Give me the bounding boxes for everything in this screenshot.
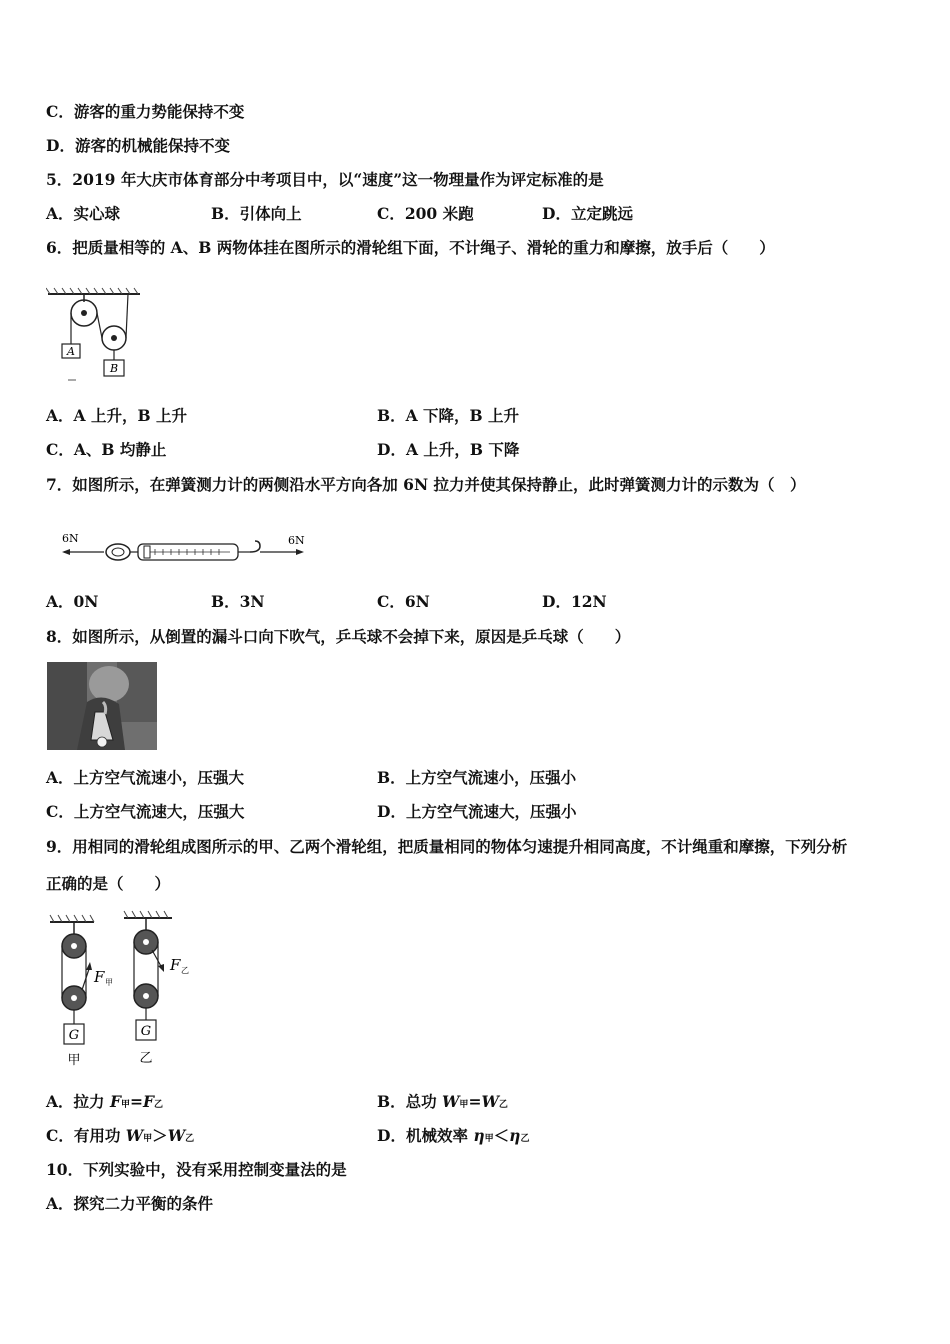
q9-option-a-sub2: 乙 — [153, 1100, 163, 1110]
q9-pulley-figure — [46, 910, 196, 1070]
q9-option-b-prefix: B．总功 — [377, 1092, 442, 1111]
q6-label-b: B — [109, 362, 119, 375]
q9-option-d — [377, 1126, 529, 1149]
q9-option-b-sub1: 甲 — [459, 1100, 469, 1110]
q6-option-b: B．A 下降，B 上升 — [377, 406, 520, 425]
q5-option-b: B．引体向上 — [211, 204, 302, 223]
q5-stem: 5．2019 年大庆市体育部分中考项目中，以“速度”这一物理量作为评定标准的是 — [46, 170, 604, 189]
q9-label-f-yi: F — [170, 956, 181, 974]
q9-option-c-var2: W — [167, 1126, 186, 1145]
q9-option-a — [46, 1092, 163, 1115]
q7-label-left: 6N — [62, 532, 79, 545]
q9-option-c — [46, 1126, 194, 1149]
q9-label-f-jia: F — [94, 968, 105, 986]
q9-label-g-jia: G — [68, 1028, 80, 1043]
q7-stem: 7．如图所示，在弹簧测力计的两侧沿水平方向各加 6N 拉力并使其保持静止，此时弹簧测力计的示数为（ ） — [46, 475, 806, 494]
q9-option-a-var1: F — [109, 1092, 121, 1111]
q8-option-b: B．上方空气流速小，压强小 — [377, 768, 577, 787]
q9-option-b — [377, 1092, 508, 1115]
q9-stem-line2: 正确的是（ ） — [46, 874, 171, 893]
q9-option-d-prefix: D．机械效率 — [377, 1126, 474, 1145]
q8-stem: 8．如图所示，从倒置的漏斗口向下吹气，乒乓球不会掉下来，原因是乒乓球（ ） — [46, 627, 631, 646]
q9-option-d-var1: η — [473, 1126, 485, 1145]
q5-option-a: A．实心球 — [46, 204, 121, 223]
q9-label-yi: 乙 — [139, 1051, 153, 1066]
q10-option-a: A．探究二力平衡的条件 — [46, 1194, 214, 1213]
q6-stem: 6．把质量相等的 A、B 两物体挂在图所示的滑轮组下面，不计绳子、滑轮的重力和摩擦，放手后（ ） — [46, 238, 775, 257]
q9-option-c-var1: W — [125, 1126, 144, 1145]
q7-option-a: A．0N — [46, 592, 99, 611]
q9-option-d-sub2: 乙 — [520, 1134, 530, 1144]
q6-option-d: D．A 上升，B 下降 — [377, 440, 520, 459]
q7-option-c: C．6N — [377, 592, 430, 611]
q7-option-b: B．3N — [211, 592, 265, 611]
q4-option-c: C．游客的重力势能保持不变 — [46, 102, 245, 121]
q9-option-a-prefix: A．拉力 — [46, 1092, 110, 1111]
q10-stem: 10．下列实验中，没有采用控制变量法的是 — [46, 1160, 347, 1179]
q5-option-d: D．立定跳远 — [542, 204, 633, 223]
q9-label-g-yi: G — [140, 1024, 152, 1039]
q7-option-d: D．12N — [542, 592, 607, 611]
q8-funnel-photo — [47, 662, 157, 750]
q9-option-c-prefix: C．有用功 — [46, 1126, 126, 1145]
q6-option-a: A．A 上升，B 上升 — [46, 406, 187, 425]
q5-option-c: C．200 米跑 — [377, 204, 474, 223]
q9-option-b-relation: = — [468, 1092, 482, 1111]
q9-option-d-var2: η — [509, 1126, 521, 1145]
q9-option-b-var1: W — [442, 1092, 460, 1111]
q9-option-b-var2: W — [481, 1092, 499, 1111]
q8-option-a: A．上方空气流速小，压强大 — [46, 768, 245, 787]
q9-option-a-sub1: 甲 — [120, 1100, 130, 1110]
q9-label-f-jia-sub: 甲 — [105, 978, 113, 987]
q9-option-c-sub2: 乙 — [185, 1134, 195, 1144]
q6-pulley-figure — [46, 286, 146, 386]
q9-option-b-sub2: 乙 — [498, 1100, 508, 1110]
q9-label-jia: 甲 — [67, 1053, 81, 1068]
q9-label-f-yi-sub: 乙 — [181, 966, 189, 975]
q9-option-a-var2: F — [142, 1092, 154, 1111]
q8-option-d: D．上方空气流速大，压强小 — [377, 802, 577, 821]
q9-option-c-relation: ＞ — [152, 1126, 168, 1145]
q7-spring-scale-figure — [60, 530, 310, 570]
q7-label-right: 6N — [288, 534, 305, 547]
q4-option-d: D．游客的机械能保持不变 — [46, 136, 230, 155]
q9-stem-line1: 9．用相同的滑轮组成图所示的甲、乙两个滑轮组，把质量相同的物体匀速提升相同高度，不计绳重和摩擦，下列分析 — [46, 837, 848, 856]
q6-option-c: C．A、B 均静止 — [46, 440, 167, 459]
q9-option-d-relation: ＜ — [493, 1126, 510, 1145]
q9-option-c-sub1: 甲 — [143, 1134, 153, 1144]
q8-option-c: C．上方空气流速大，压强大 — [46, 802, 245, 821]
q9-option-d-sub1: 甲 — [484, 1134, 494, 1144]
q6-label-a: A — [67, 345, 75, 358]
q9-option-a-relation: = — [129, 1092, 143, 1111]
